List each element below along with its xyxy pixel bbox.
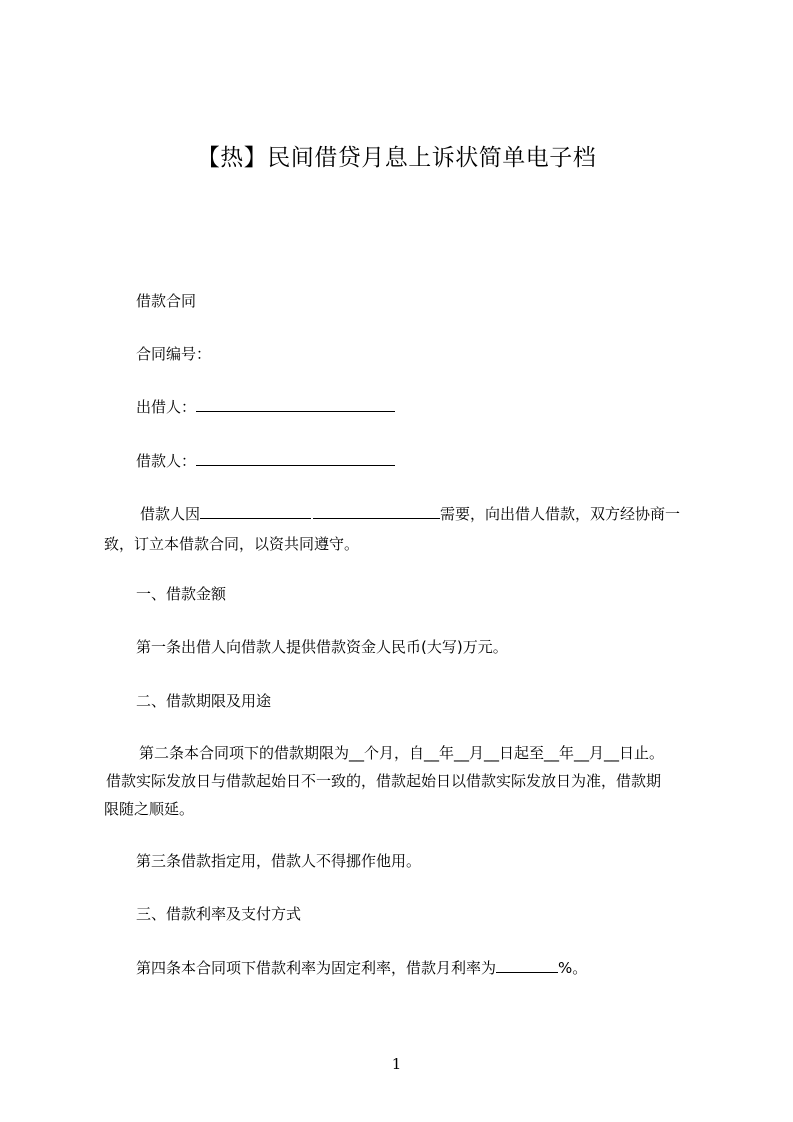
purpose-line-1 bbox=[140, 504, 680, 524]
section-3-title: 三、借款利率及支付方式 bbox=[136, 905, 302, 923]
article-1: 第一条出借人向借款人提供借款资金人民币(大写)万元。 bbox=[136, 638, 508, 656]
lender-label: 出借人： bbox=[136, 398, 197, 416]
article-2-line-2: 借款实际发放日与借款起始日不一致的，借款起始日以借款实际发放日为准，借款期 bbox=[106, 772, 662, 790]
article-4 bbox=[136, 958, 587, 978]
article-4-prefix: 第四条本合同项下借款利率为固定利率，借款月利率为 bbox=[136, 959, 497, 977]
purpose-blank-1 bbox=[200, 504, 311, 519]
article-2-line-3: 限随之顺延。 bbox=[104, 800, 195, 818]
section-2-title: 二、借款期限及用途 bbox=[136, 692, 272, 710]
article-3: 第三条借款指定用，借款人不得挪作他用。 bbox=[136, 852, 422, 870]
borrower-label: 借款人： bbox=[136, 452, 197, 470]
borrower-line bbox=[136, 451, 395, 471]
article-2-line-1: 第二条本合同项下的借款期限为__个月，自__年__月__日起至__年__月__日止。 bbox=[139, 744, 665, 762]
document-title: 【热】民间借贷月息上诉状简单电子档 bbox=[196, 145, 597, 171]
article-4-suffix: %。 bbox=[558, 959, 588, 977]
borrower-blank bbox=[196, 451, 395, 466]
lender-blank bbox=[196, 397, 395, 412]
section-1-title: 一、借款金额 bbox=[136, 585, 227, 603]
purpose-prefix: 借款人因 bbox=[140, 505, 201, 523]
interest-rate-blank bbox=[496, 958, 558, 973]
contract-heading: 借款合同 bbox=[136, 292, 197, 310]
contract-number-label: 合同编号： bbox=[136, 345, 212, 363]
page-number: 1 bbox=[391, 1055, 402, 1073]
lender-line bbox=[136, 397, 395, 417]
purpose-line-2: 致，订立本借款合同，以资共同遵守。 bbox=[104, 535, 360, 553]
purpose-blank-2 bbox=[313, 504, 440, 519]
purpose-suffix: 需要，向出借人借款，双方经协商一 bbox=[440, 505, 681, 523]
